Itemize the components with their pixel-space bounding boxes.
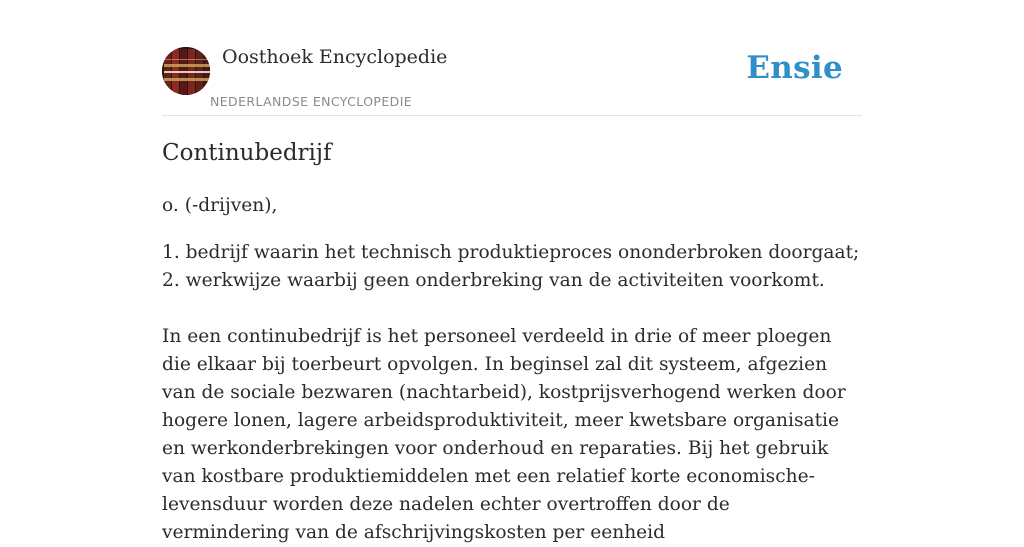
- source-avatar[interactable]: [162, 47, 210, 95]
- entry-body: In een continubedrijf is het personeel verdeeld in drie of meer ploegen die elkaar bij toerbeurt opvolgen. In beginsel zal dit systeem, afgezien van de sociale bezwaren (nachtarbeid), kostprijsverhogend werken door hogere lonen, lagere arbeidsproduktiviteit, meer kwetsbare organisatie en werkonderbrekingen voor onderhoud en reparaties. Bij het gebruik van kostbare produktiemiddelen met een relatief korte economische-levensduur worden deze nadelen echter overtroffen door de vermindering van de afschrijvingskosten per eenheid: [162, 326, 846, 543]
- definition-item: 1. bedrijf waarin het technisch produktieproces ononderbroken doorgaat;: [162, 242, 860, 263]
- entry-title: Continubedrijf: [162, 140, 332, 166]
- source-subtitle: NEDERLANDSE ENCYCLOPEDIE: [210, 94, 413, 109]
- book-spines-icon: [162, 47, 210, 95]
- definition-item: 2. werkwijze waarbij geen onderbreking van de activiteiten voorkomt.: [162, 270, 825, 291]
- source-title[interactable]: Oosthoek Encyclopedie: [222, 46, 448, 68]
- ensie-logo-link[interactable]: Ensie: [746, 50, 843, 86]
- definition-list: [162, 239, 862, 295]
- site-header: [162, 0, 862, 116]
- grammar-note: o. (-drijven),: [162, 195, 278, 216]
- article-page: [162, 0, 862, 543]
